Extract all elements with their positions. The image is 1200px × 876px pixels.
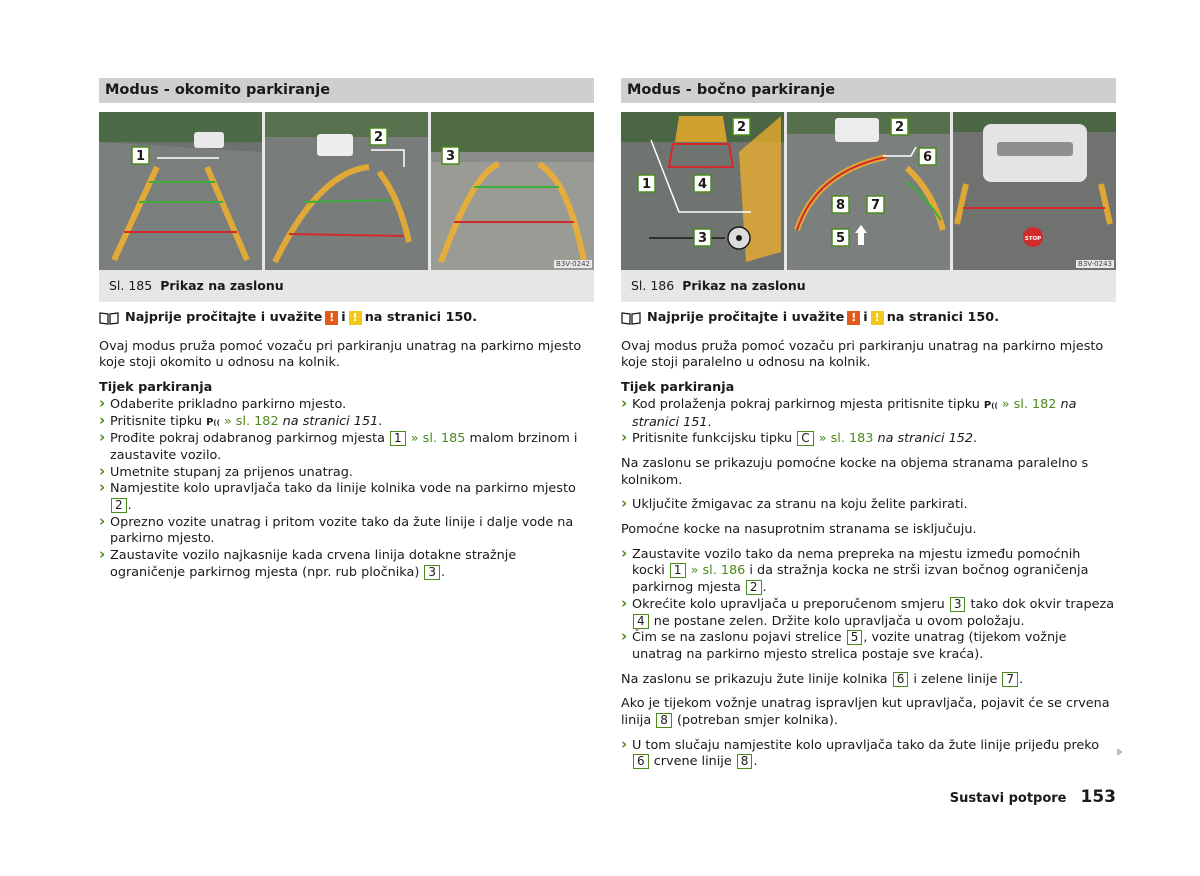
callout-1: 1	[135, 149, 146, 164]
procedure-heading: Tijek parkiranja	[621, 380, 735, 396]
step-item: › Prođite pokraj odabranog parkirnog mjesta 1 » sl. 185 malom brzinom i zaustavite vozilo.	[99, 431, 594, 464]
camera-panel-2	[265, 112, 428, 270]
camera-panel-1	[99, 112, 262, 270]
caption-text: Prikaz na zaslonu	[160, 278, 284, 293]
camera-panel-2	[787, 112, 950, 270]
step-item: › Kod prolaženja pokraj parkirnog mjesta pritisnite tipku P(( » sl. 182 na stranici 151.	[621, 397, 1116, 431]
paragraph: Ako je tijekom vožnje unatrag ispravljen kut upravljača, pojavit će se crvena linija 8 (potreban smjer kolnika).	[621, 696, 1110, 729]
footer-section: Sustavi potpore	[949, 791, 1067, 806]
paragraph: Na zaslonu se prikazuju žute linije kolnika 6 i zelene linije 7 .	[621, 671, 1024, 687]
figure-link[interactable]: » sl. 183	[818, 431, 874, 447]
camera-panel-1	[621, 112, 784, 270]
callout-box: 7	[1002, 672, 1018, 687]
camera-panel-3	[953, 112, 1116, 270]
callout-box: C	[797, 431, 813, 446]
step-item: › Odaberite prikladno parkirno mjesto.	[99, 397, 594, 414]
step-item: › Zaustavite vozilo najkasnije kada crvena linija dotakne stražnje ograničenje parkirnog mjesta (npr. rub pločnika) 3 .	[99, 548, 594, 581]
step-item: › Uključite žmigavac za stranu na koju želite parkirati.	[621, 497, 1116, 514]
callout-box: 5	[847, 630, 863, 645]
callout-2: 2	[373, 130, 384, 145]
caption-text: Prikaz na zaslonu	[682, 278, 806, 293]
callout-box: 1	[390, 431, 406, 446]
notice-text: Najprije pročitajte i uvažite	[125, 310, 323, 325]
callout-box: 4	[633, 614, 649, 629]
step-item: › Pritisnite tipku P(( » sl. 182 na stranici 151.	[99, 414, 594, 432]
callout-8: 8	[835, 198, 846, 213]
caution-icon: !	[871, 311, 884, 325]
callout-3: 3	[445, 149, 456, 164]
notice-page-ref: na stranici 150.	[364, 310, 478, 325]
caption-number: Sl. 186	[631, 278, 675, 293]
figure-link[interactable]: » sl. 182	[1001, 396, 1057, 412]
callout-box: 8	[737, 754, 753, 769]
callout-7: 7	[870, 198, 881, 213]
book-icon	[99, 311, 119, 325]
callout-6: 6	[922, 150, 933, 165]
callout-box: 3	[950, 597, 966, 612]
figure-185-illustration	[99, 112, 594, 270]
page-number: 153	[1080, 787, 1116, 807]
step-item: › Umetnite stupanj za prijenos unatrag.	[99, 465, 594, 482]
callout-box: 6	[633, 754, 649, 769]
step-item: › Namjestite kolo upravljača tako da linije kolnika vode na parkirno mjesto 2 .	[99, 481, 594, 514]
body-text	[621, 310, 1116, 771]
read-first-notice	[99, 310, 594, 327]
body-text	[99, 310, 594, 582]
figure-185	[99, 112, 594, 270]
step-item: › Pritisnite funkcijsku tipku C » sl. 183 na stranici 152.	[621, 431, 1116, 448]
callout-box: 2	[746, 580, 762, 595]
figure-186-illustration	[621, 112, 1116, 270]
right-column	[621, 78, 1116, 779]
warning-icon: !	[325, 311, 338, 325]
callout-1: 1	[641, 177, 652, 192]
procedure-heading: Tijek parkiranja	[99, 380, 213, 396]
figure-caption	[99, 270, 594, 302]
figure-link[interactable]: » sl. 186	[690, 563, 746, 579]
parking-button-icon: P((	[983, 399, 998, 411]
figure-reference: B3V-0243	[1078, 260, 1112, 268]
step-item: › Oprezno vozite unatrag i pritom vozite tako da žute linije i dalje vode na parkirno mjesto.	[99, 515, 594, 548]
read-first-notice	[621, 310, 1116, 327]
caption-number: Sl. 185	[109, 278, 153, 293]
camera-panel-3	[431, 112, 594, 270]
figure-link[interactable]: » sl. 182	[223, 413, 279, 429]
parking-button-icon: P((	[206, 416, 220, 428]
callout-2: 2	[736, 120, 747, 135]
procedure-steps	[621, 547, 1116, 664]
page-footer	[950, 787, 1116, 807]
procedure-steps	[99, 397, 594, 582]
callout-3: 3	[697, 231, 708, 246]
figure-reference: B3V-0242	[556, 260, 590, 268]
step-item: › Zaustavite vozilo tako da nema prepreka na mjestu između pomoćnih kocki 1 » sl. 186 i da stražnja kocka ne strši izvan bočnog ograničenja parkirnog mjesta 2 .	[621, 547, 1116, 597]
paragraph: Pomoćne kocke na nasuprotnim stranama se isključuju.	[621, 522, 977, 538]
procedure-steps	[621, 738, 1116, 771]
left-column	[99, 78, 594, 590]
procedure-steps	[621, 397, 1116, 448]
notice-page-ref: na stranici 150.	[886, 310, 1000, 325]
intro-paragraph: Ovaj modus pruža pomoć vozaču pri parkiranju unatrag na parkirno mjesto koje stoji okomito u odnosu na kolnik.	[99, 338, 582, 371]
figure-link[interactable]: » sl. 185	[410, 431, 466, 447]
procedure-steps	[621, 497, 1116, 514]
figure-186	[621, 112, 1116, 270]
step-item: › Okrećite kolo upravljača u preporučenom smjeru 3 tako dok okvir trapeza 4 ne postane zelen. Držite kolo upravljača u ovom položaju.	[621, 597, 1116, 630]
step-item: › U tom slučaju namjestite kolo upravljača tako da žute linije prijeđu preko 6 crvene linije 8 .	[621, 738, 1116, 771]
callout-4: 4	[697, 177, 708, 192]
figure-caption	[621, 270, 1116, 302]
callout-2: 2	[894, 120, 905, 135]
continue-arrow-icon	[1117, 748, 1123, 756]
callout-box: 3	[424, 565, 440, 580]
warning-icon: !	[847, 311, 860, 325]
callout-box: 2	[111, 498, 127, 513]
section-title: Modus - bočno parkiranje	[621, 78, 1116, 103]
intro-paragraph: Ovaj modus pruža pomoć vozaču pri parkiranju unatrag na parkirno mjesto koje stoji paralelno u odnosu na kolnik.	[621, 338, 1104, 371]
notice-conjunction: i	[863, 310, 868, 325]
step-item: › Čim se na zaslonu pojavi strelice 5 , vozite unatrag (tijekom vožnje unatrag na parkirno mjesto strelica postaje sve kraća).	[621, 630, 1116, 663]
callout-box: 6	[893, 672, 909, 687]
book-icon	[621, 311, 641, 325]
paragraph: Na zaslonu se prikazuju pomoćne kocke na objema stranama paralelno s kolnikom.	[621, 455, 1089, 488]
notice-text: Najprije pročitajte i uvažite	[647, 310, 845, 325]
caution-icon: !	[349, 311, 362, 325]
stop-icon: STOP	[1024, 236, 1042, 242]
callout-box: 8	[656, 713, 672, 728]
section-title: Modus - okomito parkiranje	[99, 78, 594, 103]
callout-5: 5	[835, 231, 846, 246]
callout-box: 1	[670, 563, 686, 578]
notice-conjunction: i	[341, 310, 346, 325]
